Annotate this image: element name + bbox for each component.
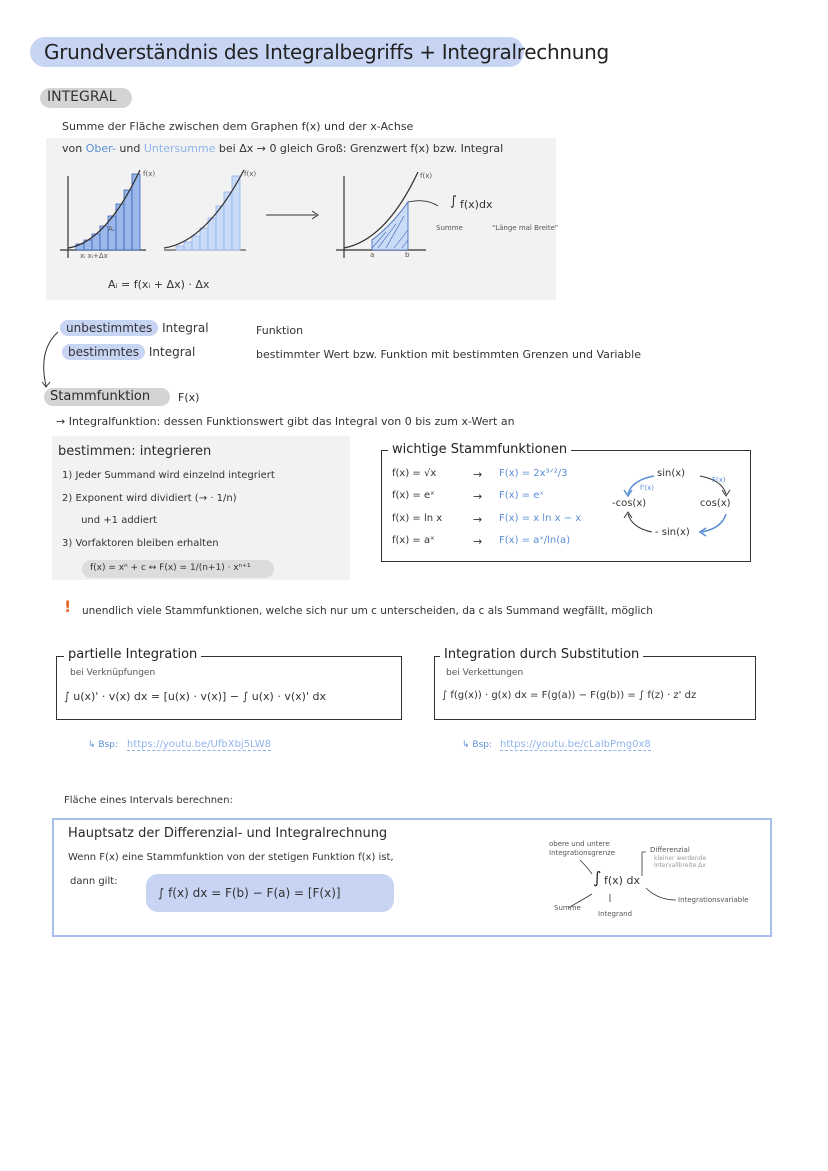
cycle-left: -cos(x) bbox=[612, 498, 647, 509]
integral-heading: INTEGRAL bbox=[47, 89, 117, 105]
partiell-sub: bei Verknüpfungen bbox=[70, 668, 156, 678]
stammfunktion-def: → Integralfunktion: dessen Funktionswert gibt das Integral von 0 bis zum x-Wert an bbox=[56, 415, 515, 428]
diagram-var: Integrationsvariable bbox=[678, 896, 749, 904]
graph2-fx-label: f(x) bbox=[244, 170, 257, 178]
wichtige-f-4: f(x) = aˣ bbox=[392, 535, 435, 546]
graph3-laenge-label: "Länge mal Breite" bbox=[492, 224, 559, 232]
bestimmen-formula: f(x) = xⁿ + c ↔ F(x) = 1/(n+1) · xⁿ⁺¹ bbox=[90, 563, 251, 573]
bestimmen-heading: bestimmen: integrieren bbox=[58, 444, 212, 459]
wichtige-f-3: f(x) = ln x bbox=[392, 513, 443, 524]
bestimmtes-desc: bestimmter Wert bzw. Funktion mit bestimmten Grenzen und Variable bbox=[256, 348, 641, 361]
partiell-heading: partielle Integration bbox=[64, 647, 201, 662]
integral-definition: Summe der Fläche zwischen dem Graphen f(x) und der x-Achse bbox=[62, 120, 414, 133]
cycle-top: sin(x) bbox=[657, 468, 686, 479]
substitution-formula: ∫ f(g(x)) · g(x) dx = F(g(a)) − F(g(b)) = ∫ f(z) · z' dz bbox=[442, 690, 697, 701]
integral-line2: von Ober- und Untersumme bei Δx → 0 gleich Groß: Grenzwert f(x) bzw. Integral bbox=[62, 142, 504, 155]
cycle-bottom: - sin(x) bbox=[655, 527, 690, 538]
wichtige-f-1: f(x) = √x bbox=[392, 468, 437, 479]
warning-icon: ! bbox=[64, 597, 72, 616]
bestimmen-item-2: 2) Exponent wird dividiert (→ · 1/n) bbox=[62, 493, 237, 504]
bestimmtes-integral: bestimmtes Integral bbox=[62, 345, 195, 359]
ai-formula: Aᵢ = f(xᵢ + Δx) · Δx bbox=[108, 278, 210, 291]
graph1-ai-label: Aᵢ bbox=[108, 225, 115, 233]
partiell-bsp-label: ↳ Bsp: bbox=[88, 740, 119, 750]
diagram-diff-sub: kleiner werdende Intervallbreite Δx bbox=[654, 855, 707, 869]
substitution-link[interactable]: https://youtu.be/cLaIbPmg0x8 bbox=[500, 739, 651, 750]
diagram-grenze: obere und untere Integrationsgrenze bbox=[549, 840, 616, 857]
graph3-fx-label: f(x) bbox=[420, 172, 433, 180]
partiell-formula: ∫ u(x)' · v(x) dx = [u(x) · v(x)] − ∫ u(x) · v(x)' dx bbox=[64, 690, 326, 703]
hauptsatz-line2: dann gilt: bbox=[70, 876, 118, 887]
page-title: Grundverständnis des Integralbegriffs + Integralrechnung bbox=[44, 40, 609, 64]
arrow-icon: → bbox=[473, 513, 483, 526]
diagram-expr: f(x) dx bbox=[604, 874, 640, 887]
arrow-icon: → bbox=[473, 468, 483, 481]
partiell-link[interactable]: https://youtu.be/UfbXbj5LW8 bbox=[127, 739, 271, 750]
hauptsatz-formula: ∫ f(x) dx = F(b) − F(a) = [F(x)] bbox=[158, 886, 341, 900]
wichtige-heading: wichtige Stammfunktionen bbox=[388, 442, 571, 457]
substitution-sub: bei Verkettungen bbox=[446, 668, 524, 678]
wichtige-f-2: f(x) = eˣ bbox=[392, 490, 435, 501]
arrow-icon: → bbox=[473, 535, 483, 548]
diagram-integral-symbol: ∫ bbox=[593, 868, 602, 887]
cycle-label-F: F(x) bbox=[712, 476, 726, 484]
partiell-frame bbox=[56, 656, 402, 720]
stammfunktion-heading: Stammfunktion bbox=[50, 389, 151, 404]
wichtige-F-4: F(x) = aˣ/ln(a) bbox=[499, 535, 571, 546]
cycle-right: cos(x) bbox=[700, 498, 731, 509]
graph3-a-label: a bbox=[370, 251, 375, 259]
arrow-icon: → bbox=[473, 490, 483, 503]
graph1-xi-label: xᵢ xᵢ+Δx bbox=[80, 252, 108, 260]
diagram-summe: Summe bbox=[554, 904, 581, 912]
diagram-integrand: Integrand bbox=[598, 910, 633, 918]
wichtige-F-1: F(x) = 2x³ᐟ²/3 bbox=[499, 468, 568, 479]
unbestimmtes-integral: unbestimmtes Integral bbox=[60, 321, 209, 335]
bestimmen-item-3: und +1 addiert bbox=[62, 515, 157, 526]
graph1-fx-label: f(x) bbox=[143, 170, 156, 178]
wichtige-F-3: F(x) = x ln x − x bbox=[499, 513, 582, 524]
warning-text: unendlich viele Stammfunktionen, welche sich nur um c unterscheiden, da c als Summand wegfällt, möglich bbox=[82, 605, 653, 617]
diagram-diff: Differenzial bbox=[650, 846, 690, 854]
substitution-bsp-label: ↳ Bsp: bbox=[462, 740, 493, 750]
substitution-frame bbox=[434, 656, 756, 720]
wichtige-F-2: F(x) = eˣ bbox=[499, 490, 544, 501]
graph3-integral-symbol: ∫ bbox=[450, 194, 457, 209]
cycle-label-fprime: f'(x) bbox=[640, 484, 654, 492]
graph3-summe-label: Summe bbox=[436, 224, 463, 232]
substitution-heading: Integration durch Substitution bbox=[440, 647, 643, 662]
graph3-b-label: b bbox=[405, 251, 410, 259]
hauptsatz-line1: Wenn F(x) eine Stammfunktion von der stetigen Funktion f(x) ist, bbox=[68, 852, 394, 863]
bestimmen-item-4: 3) Vorfaktoren bleiben erhalten bbox=[62, 538, 219, 549]
flaeche-heading: Fläche eines Intervals berechnen: bbox=[64, 795, 233, 806]
bestimmen-item-1: 1) Jeder Summand wird einzelnd integriert bbox=[62, 470, 275, 481]
unbestimmtes-desc: Funktion bbox=[256, 324, 304, 337]
stammfunktion-symbol: F(x) bbox=[178, 391, 200, 404]
hauptsatz-heading: Hauptsatz der Differenzial- und Integralrechnung bbox=[68, 826, 388, 841]
curved-arrow-icon bbox=[36, 330, 66, 390]
graph3-integral-expr: f(x)dx bbox=[460, 198, 493, 211]
